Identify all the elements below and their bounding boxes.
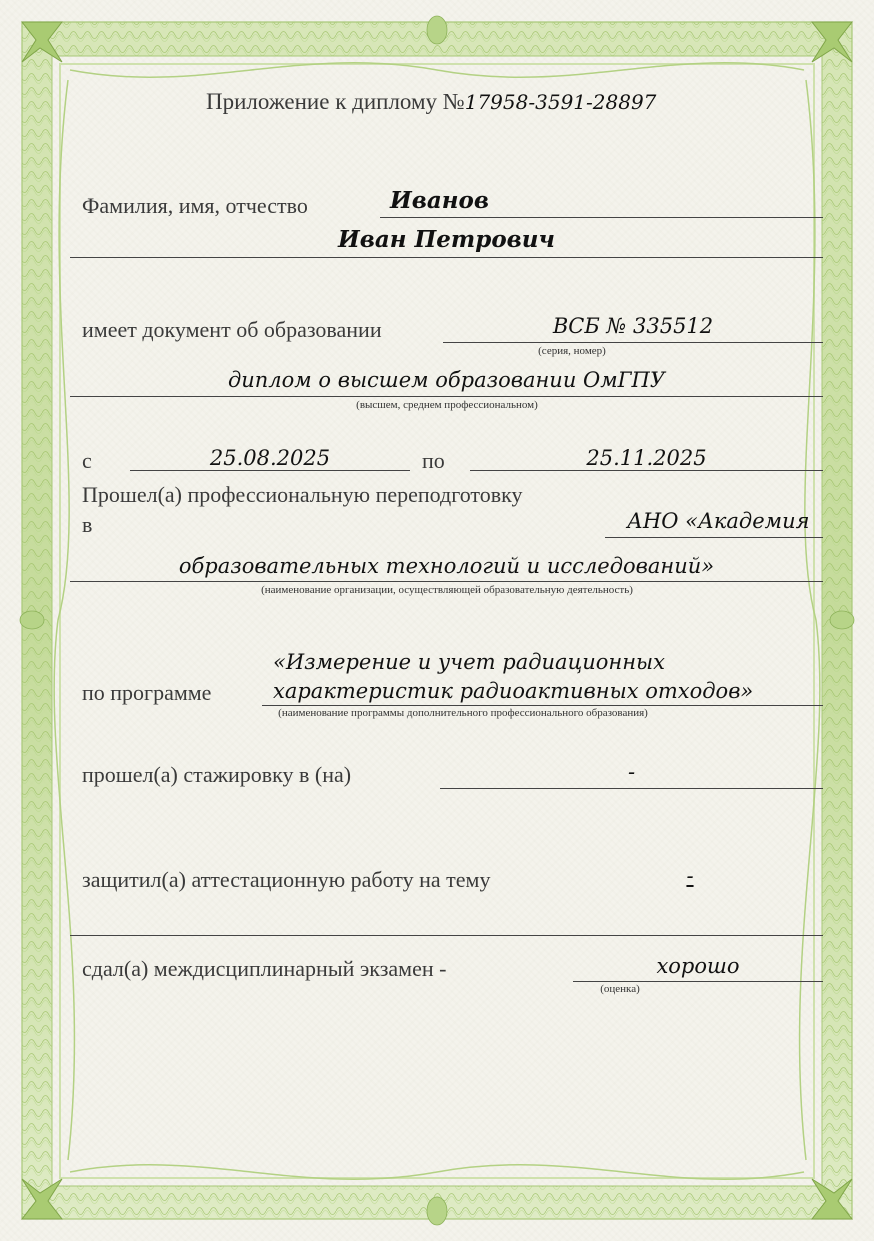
thesis-label: защитил(а) аттестационную работу на тему: [82, 867, 491, 892]
organization-line-1-underline: [605, 537, 823, 538]
series-number-underline: [443, 342, 823, 343]
period-to-date: 25.11.2025: [586, 446, 707, 470]
document-series-number: ВСБ № 335512: [552, 314, 714, 338]
document-type-underline: [70, 396, 823, 397]
appendix-title-prefix: Приложение к диплому №: [206, 89, 465, 114]
last-name-value: Иванов: [390, 187, 489, 214]
document-type-value: диплом о высшем образовании ОмГПУ: [227, 368, 666, 392]
period-to-underline: [470, 470, 823, 471]
internship-underline: [440, 788, 823, 789]
thesis-underline: [70, 935, 823, 936]
education-document-label: имеет документ об образовании: [82, 317, 382, 342]
retraining-in-label: в: [82, 512, 93, 537]
program-caption: (наименование программы дополнительного профессионального образования): [278, 707, 648, 719]
full-name-label: Фамилия, имя, отчество: [82, 193, 308, 218]
document-type-caption: (высшем, среднем профессиональном): [356, 399, 538, 411]
program-name-line-1: «Измерение и учет радиационных: [273, 650, 665, 674]
period-to-label: по: [422, 448, 445, 473]
diploma-number: 17958-3591-28897: [464, 90, 657, 114]
retraining-label: Прошел(а) профессиональную переподготовку: [82, 482, 523, 507]
exam-grade-caption: (оценка): [600, 983, 640, 995]
internship-value: -: [627, 760, 636, 784]
period-from-date: 25.08.2025: [209, 446, 331, 470]
exam-label: сдал(а) междисциплинарный экзамен -: [82, 956, 447, 981]
last-name-underline: [380, 217, 823, 218]
program-name-underline: [262, 705, 823, 706]
thesis-value: -: [686, 864, 694, 888]
period-from-underline: [130, 470, 410, 471]
organization-line-2: образовательных технологий и исследований»: [178, 554, 715, 578]
first-middle-name-underline: [70, 257, 823, 258]
program-name-line-2: характеристик радиоактивных отходов»: [273, 679, 754, 703]
organization-line-1: АНО «Академия: [627, 509, 810, 533]
organization-line-2-underline: [70, 581, 823, 582]
internship-label: прошел(а) стажировку в (на): [82, 762, 352, 787]
exam-grade-underline: [573, 981, 823, 982]
first-middle-name-value: Иван Петрович: [338, 226, 555, 253]
exam-grade: хорошо: [656, 954, 740, 978]
program-label: по программе: [82, 680, 212, 705]
series-number-caption: (серия, номер): [538, 345, 606, 357]
organization-caption: (наименование организации, осуществляющей образовательную деятельность): [261, 584, 633, 596]
period-from-label: с: [82, 448, 92, 473]
appendix-title: [206, 89, 656, 115]
